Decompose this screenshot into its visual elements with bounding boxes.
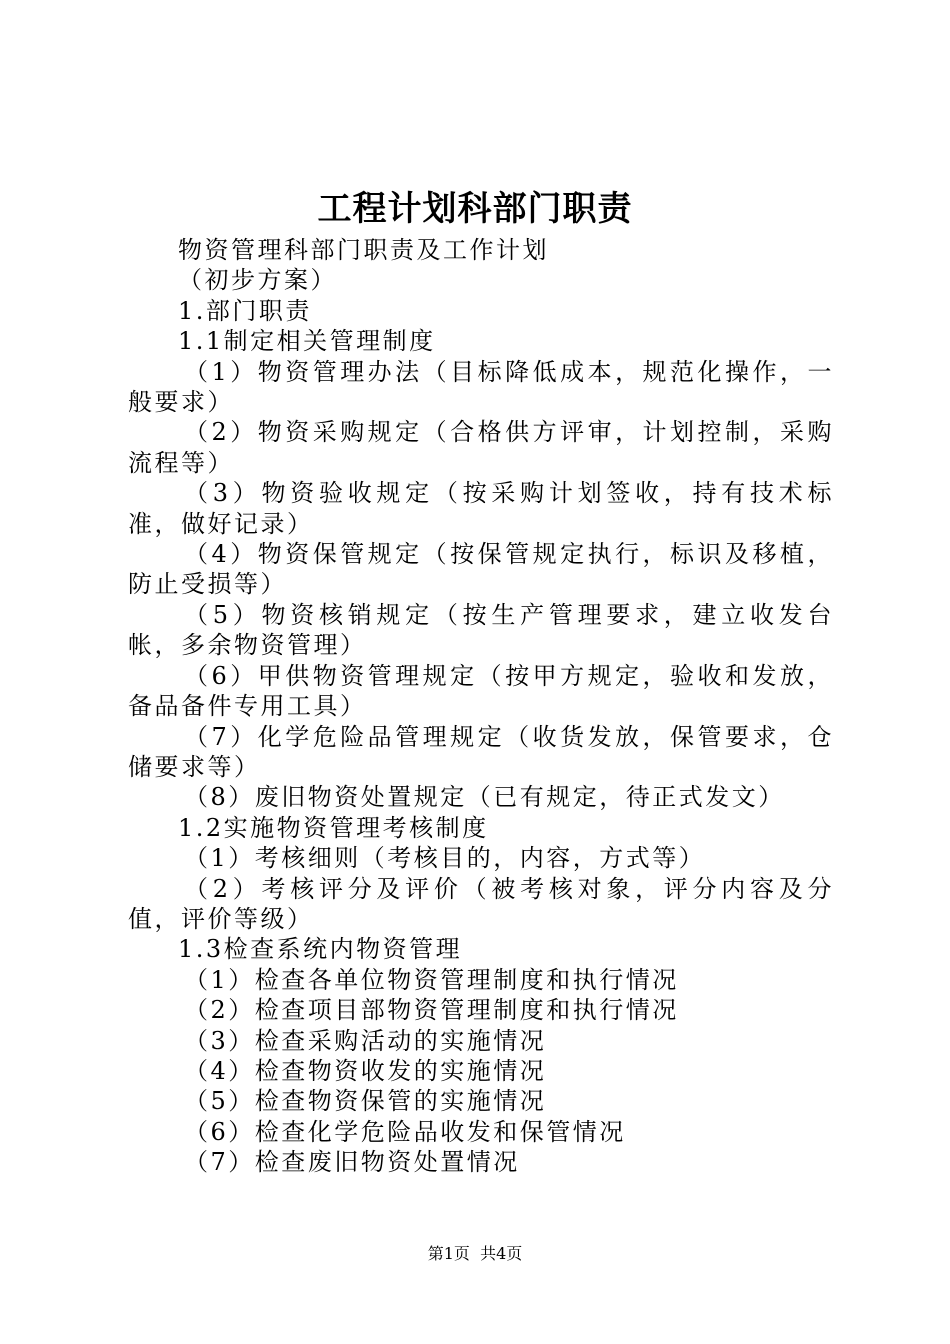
subsection-heading: 1.2实施物资管理考核制度 bbox=[178, 813, 489, 842]
list-item: （1）考核细则（考核目的，内容，方式等） bbox=[184, 844, 706, 873]
list-item: （5）物资核销规定（按生产管理要求，建立收发台帐，多余物资管理） bbox=[128, 600, 834, 660]
page-total: 共4页 bbox=[480, 1244, 523, 1263]
list-item: （2）考核评分及评价（被考核对象，评分内容及分值，评价等级） bbox=[128, 874, 834, 933]
plan-note-line: （初步方案） bbox=[178, 266, 337, 295]
page-number: 第1页 bbox=[427, 1244, 470, 1263]
list-item: （3）检查采购活动的实施情况 bbox=[184, 1026, 547, 1055]
list-item: （3）物资验收规定（按采购计划签收，持有技术标准，做好记录） bbox=[128, 479, 834, 538]
document-title: 工程计划科部门职责 bbox=[317, 189, 633, 229]
list-item: （2）检查项目部物资管理制度和执行情况 bbox=[184, 996, 679, 1025]
subsection-heading: 1.3检查系统内物资管理 bbox=[178, 935, 463, 964]
list-item: （4）检查物资收发的实施情况 bbox=[184, 1056, 547, 1085]
list-item: （1）检查各单位物资管理制度和执行情况 bbox=[184, 965, 679, 994]
list-item: （4）物资保管规定（按保管规定执行，标识及移植，防止受损等） bbox=[128, 540, 834, 599]
list-item: （7）检查废旧物资处置情况 bbox=[184, 1148, 520, 1177]
page-footer bbox=[0, 1243, 950, 1265]
list-item: （8）废旧物资处置规定（已有规定，待正式发文） bbox=[184, 783, 785, 812]
document-body bbox=[128, 235, 834, 1178]
list-item: （5）检查物资保管的实施情况 bbox=[184, 1087, 547, 1116]
list-item: （1）物资管理办法（目标降低成本，规范化操作，一般要求） bbox=[128, 357, 834, 417]
list-item: （7）化学危险品管理规定（收货发放，保管要求，仓储要求等） bbox=[128, 722, 834, 781]
list-item: （6）检查化学危险品收发和保管情况 bbox=[184, 1117, 626, 1146]
section-heading: 1.部门职责 bbox=[178, 296, 312, 325]
subtitle-line: 物资管理科部门职责及工作计划 bbox=[178, 236, 549, 264]
subsection-heading: 1.1制定相关管理制度 bbox=[178, 327, 436, 356]
list-item: （2）物资采购规定（合格供方评审，计划控制，采购流程等） bbox=[128, 418, 834, 477]
list-item: （6）甲供物资管理规定（按甲方规定，验收和发放，备品备件专用工具） bbox=[128, 661, 834, 721]
